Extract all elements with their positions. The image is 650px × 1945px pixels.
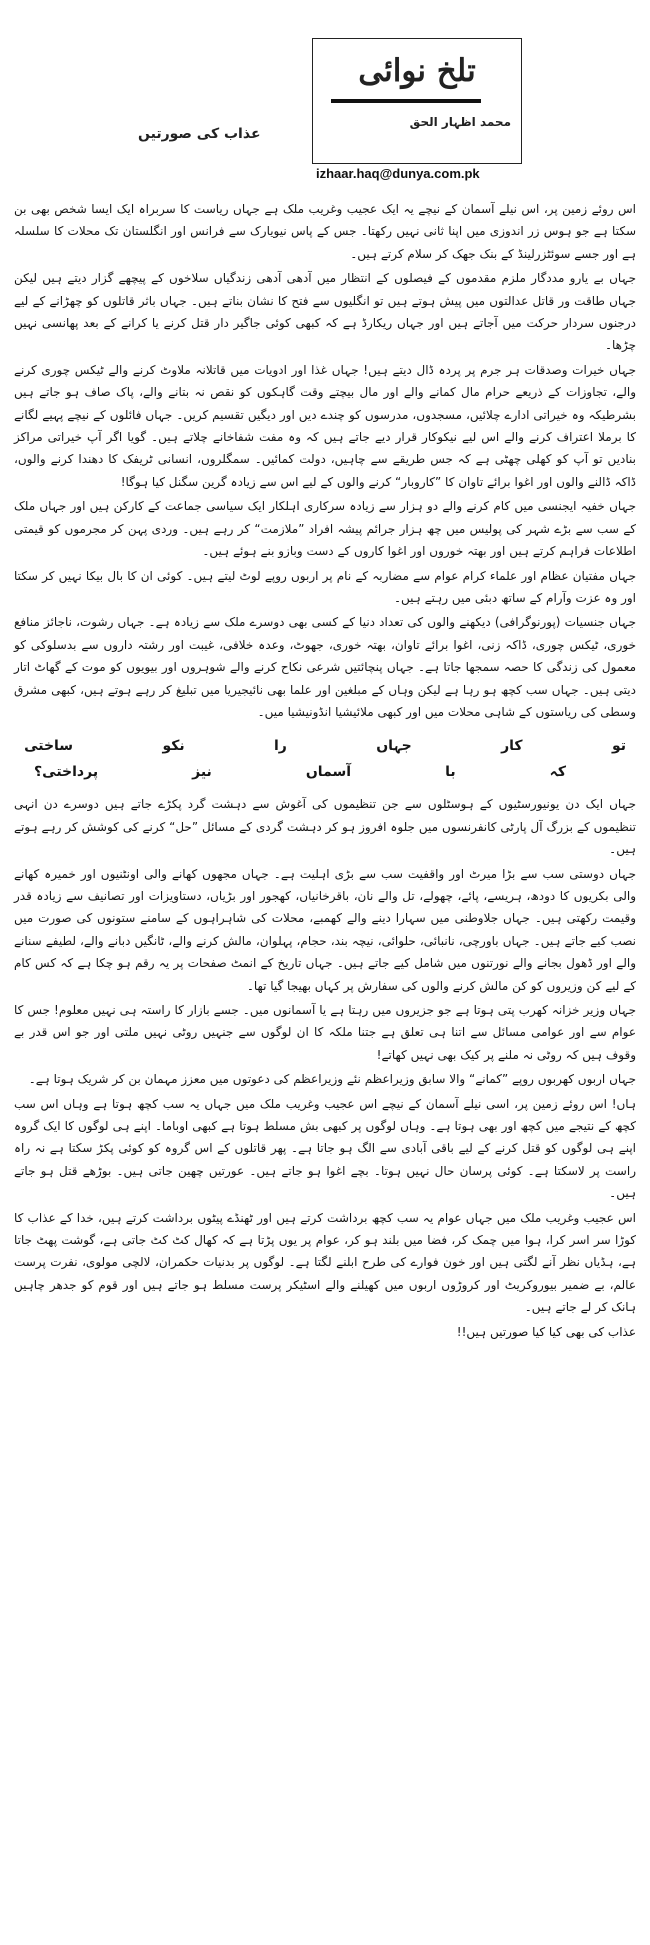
verse-word: با xyxy=(445,764,456,781)
verse-word: آسماں xyxy=(305,764,352,781)
paragraph: جہاں دوستی سب سے بڑا میرٹ اور واقفیت سب سے بڑی اہلیت ہے۔ جہاں مجھوں کھانے والی اونٹنیوں اور خمیرہ کھانے والی بکریوں کا دودھ، ہریسے، پائے، چھولے، تل والے نان، باقرخانیاں، کھجور اور بڑیاں، دستاویزات اور تصانیف سے زیادہ قدر وقیمت رکھتی ہیں۔ جہاں جلاوطنی میں سہارا دینے والے کھمبے، محلات کی شاہراہوں کے سامنے ستونوں کی صورت میں نصب کیے جاتے ہیں۔ جہاں باورچی، نانبائی، حلوائی، نیچہ بند، حجام، پہلوان، مالش کرنے والے، ٹانگیں دبانے والے، لطیفے سنانے والے اور ڈھول بجانے والے نورتنوں میں شامل کیے جاتے ہیں۔ جہاں تاریخ کے انمٹ صفحات پر یہ رقم ہو چکا ہے کہ کس کام کے لیے کن وزیروں کو کن مالش کرنے والوں کی سفارش پر کہاں بھیجا گیا تھا۔ xyxy=(14,866,636,993)
paragraph: اس عجیب وغریب ملک میں جہاں عوام یہ سب کچھ برداشت کرتے ہیں اور ٹھنڈے پیٹوں برداشت کرتے ہیں، خدا کے عذاب کا کوڑا سر اسر کرا، ہوا میں چمک کر، فضا میں بلند ہو کر، عوام پر یوں پڑتا ہے کہ کھال کٹ کٹ جاتی ہے، گوشت پھٹ جاتا ہے، ہڈیاں نظر آنے لگتی ہیں اور خون فوارے کی طرح ابلنے لگتا ہے۔ لوگوں پر بدنیات حکمران، لالچی مولوی، نفرت پرست عالم، بے ضمیر بیوروکریٹ اور کروڑوں اربوں میں کھیلنے والے اسٹیکر پرست مسلط ہو جاتے ہیں اور قوم کو جدھر چاہیں ہانک کر لے جاتے ہیں۔ xyxy=(14,1210,636,1315)
paragraph: جہاں مفتیان عظام اور علماء کرام عوام سے مضاربہ کے نام پر اربوں روپے لوٹ لیتے ہیں۔ کوئی ان کا بال بیکا نہیں کر سکتا اور وہ عزت وآرام کے ساتھ دبئی میں رہتے ہیں۔ xyxy=(14,568,636,605)
verse-word: ساختی xyxy=(24,738,74,755)
persian-verse-line-2 xyxy=(14,759,636,785)
paragraph: ہاں! اس روئے زمین پر، اسی نیلے آسمان کے نیچے اس عجیب وغریب ملک میں جہاں یہ سب کچھ ہوتا ہے وہاں اس سب کچھ کے نتیجے میں کچھ اور بھی ہوتا ہے۔ وہاں لوگوں پر کبھی بش مسلط ہوتا ہے کبھی اوباما۔ اپنے ہی لوگوں کا ایک گروہ اپنے ہی لوگوں کو قتل کرنے کے لیے باقی آبادی سے الگ ہو جاتا ہے۔ پھر قاتلوں کے اس گروہ کو کوئی پکڑ سکتا ہے نہ راہ راست پر لاسکتا ہے۔ کوئی پرسان حال نہیں ہوتا۔ بچے اغوا ہو جاتے ہیں۔ عورتیں چھین جاتی ہیں۔ بوڑھے قتل ہو جاتے ہیں۔ xyxy=(14,1096,636,1201)
author-email[interactable]: izhaar.haq@dunya.com.pk xyxy=(316,166,480,181)
column-masthead xyxy=(312,38,522,164)
column-banner-rule xyxy=(331,99,481,103)
article-body xyxy=(14,198,636,1343)
paragraph: جہاں بے یارو مددگار ملزم مقدموں کے فیصلوں کے انتظار میں آدھی آدھی زندگیاں سلاخوں کے پیچھے گزار دیتے ہیں لیکن جہاں طاقت ور قاتل عدالتوں میں پیش ہوتے ہیں تو انگلیوں سے فتح کا نشان بناتے ہیں۔ جہاں باثر قاتلوں کو چھڑانے کے لیے درجنوں سردار حرکت میں آجاتے ہیں اور جہاں ریکارڈ ہے کہ کبھی کوئی جاگیر دار قتل کرنے یا کرانے کے بعد پھانسی نہیں چڑھا۔ xyxy=(14,271,636,353)
persian-verse-line-1 xyxy=(14,733,636,759)
verse-word: نکو xyxy=(162,738,185,755)
verse-word: کہ xyxy=(549,764,566,781)
verse-word: پرداختی؟ xyxy=(34,764,99,781)
verse-word: جہاں xyxy=(376,738,412,755)
paragraph: جہاں اربوں کھربوں روپے ”کمانے“ والا سابق وزیراعظم نئے وزیراعظم کی دعوتوں میں معزز مہمان بن کر شریک ہوتا ہے۔ xyxy=(28,1072,636,1087)
paragraph: جہاں ایک دن یونیورسٹیوں کے ہوسٹلوں سے جن تنظیموں کی آغوش سے دہشت گرد پکڑے جاتے ہیں دوسرے دن انہی تنظیموں کے بزرگ آل پارٹی کانفرنسوں میں جلوہ افروز ہو کر دہشت گردی کے مسائل ”حل“ کرنے کی کوشش کر رہے ہوتے ہیں۔ xyxy=(14,797,636,857)
closing-line: عذاب کی بھی کیا کیا صورتیں ہیں!! xyxy=(456,1324,636,1339)
verse-word: تو xyxy=(611,738,626,755)
verse-word: را xyxy=(274,738,287,755)
paragraph: جہاں خیرات وصدقات ہر جرم پر پردہ ڈال دیتے ہیں! جہاں غذا اور ادویات میں قاتلانہ ملاوٹ کرنے والے ٹیکس چوری کرنے والے، تجاوزات کے ذریعے حرام مال کمانے والے اور مال بیچتے وقت گاہکوں کو نقص نہ بتانے والے، پاک صاف ہو جاتے ہیں بشرطیکہ وہ خیراتی ادارے چلائیں، مسجدوں، مدرسوں کو چندے دیں اور دیگیں تقسیم کریں۔ جہاں فائلوں کے نیچے پہیے لگانے کا برملا اعتراف کرنے والے اس لیے نیکوکار قرار دیے جاتے ہیں کہ وہ مفت شفاخانے چلاتے ہیں۔ گویا اگر آپ خیراتی مراکز بنادیں تو آپ کو کھلی چھٹی ہے کہ جس طریقے سے چاہیں، دولت کمائیں۔ سمگلروں، انسانی ٹریفک کا دھندا کرنے والوں، ڈاکہ ڈالنے والوں اور اغوا برائے تاوان کا ”کاروبار“ کرنے والوں کے لیے اس سے زیادہ گرین سگنل کیا ہوگا! xyxy=(14,362,636,489)
author-name: محمد اظہار الحق xyxy=(409,115,511,129)
column-name: تلخ نوائی xyxy=(358,53,476,89)
article-title: عذاب کی صورتیں xyxy=(138,126,261,142)
paragraph: جہاں خفیہ ایجنسی میں کام کرنے والے دو ہزار سے زیادہ سرکاری اہلکار ایک سیاسی جماعت کے کارکن ہیں اور جہاں ملک کے سب سے بڑے شہر کی پولیس میں چھ ہزار جرائم پیشہ افراد ”ملازمت“ کر رہے ہیں۔ وردی پہن کر مجرموں کو قیمتی اطلاعات فراہم کرتے ہیں اور بھتہ خوروں اور اغوا کاروں کے دست وبازو بنے ہوئے ہیں۔ xyxy=(14,499,636,559)
paragraph: اس روئے زمین پر، اس نیلے آسمان کے نیچے یہ ایک عجیب وغریب ملک ہے جہاں ریاست کا سربراہ ایک ایسا شخص بھی بن سکتا ہے جو ہوس زر اندوزی میں اپنا ثانی نہیں رکھتا۔ جس کے پاس نیویارک سے فرانس اور انگلستان تک محلات کا سلسلہ ہے اور جسے سوئٹزرلینڈ کے بنک جھک کر سلام کرتے ہیں۔ xyxy=(14,202,636,261)
verse-word: نیز xyxy=(192,764,212,781)
paragraph: جہاں وزیر خزانہ کھرب پتی ہوتا ہے جو جزیروں میں رہتا ہے یا آسمانوں میں۔ جسے بازار کا راستہ ہی نہیں معلوم! جس کا عوام سے اور عوامی مسائل سے اتنا ہی تعلق ہے جتنا ملکہ کا ان لوگوں سے جنہیں روٹی نہیں ملتی اور جو اس قدر بے وقوف ہیں کہ روٹی نہ ملنے پر کیک بھی نہیں کھاتے! xyxy=(14,1003,636,1062)
paragraph: جہاں جنسیات (پورنوگرافی) دیکھنے والوں کی تعداد دنیا کے کسی بھی دوسرے ملک سے زیادہ ہے۔ جہاں رشوت، ناجائز منافع خوری، ٹیکس چوری، ڈاکہ زنی، اغوا برائے تاوان، بھتہ خوری، جھوٹ، وعدہ خلافی، غیبت اور رشتہ داروں سے بدسلوکی کو معمول کی زندگی کا حصہ سمجھا جاتا ہے۔ جہاں پنچائتیں شرعی نکاح کرنے والے شوہروں اور بیویوں کو موت کے گھاٹ اتار دیتی ہیں۔ جہاں سب کچھ ہو رہا ہے لیکن وہاں کے مبلغین اور علما بھی نائیجیریا میں تبلیغ کر رہے ہوتے ہیں، کبھی مشرق وسطی کی ریاستوں کے شاہی محلات میں اور کبھی ملائیشیا انڈونیشیا میں۔ xyxy=(14,615,636,719)
verse-word: کار xyxy=(501,738,523,755)
